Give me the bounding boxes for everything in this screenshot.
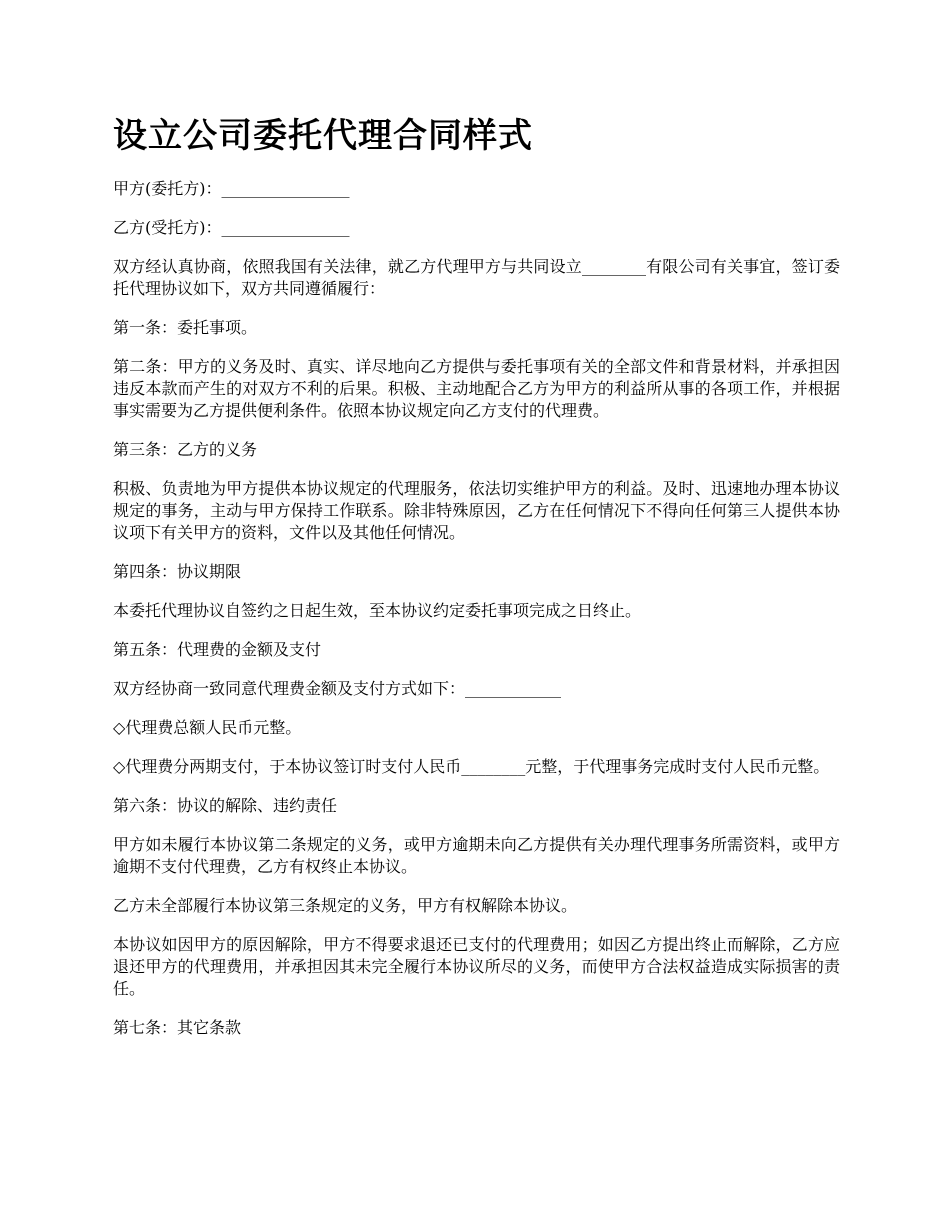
article-1-heading: 第一条：委托事项。 [113,318,258,337]
article-6-clause-3: 本协议如因甲方的原因解除，甲方不得要求退还已支付的代理费用；如因乙方提出终止而解除，乙方应退还甲方的代理费用，并承担因其未完全履行本协议所尽的义务，而使甲方合法权益造成实际损害的责任。 [113,935,840,998]
article-7-heading: 第七条：其它条款 [113,1018,242,1037]
article-5-heading: 第五条：代理费的金额及支付 [113,640,322,659]
document-page [113,112,840,1056]
fee-total-item: ◇代理费总额人民币元整。 [113,718,302,737]
article-3-body: 积极、负责地为甲方提供本协议规定的代理服务，依法切实维护甲方的利益。及时、迅速地办理本协议规定的事务，主动与甲方保持工作联系。除非特殊原因，乙方在任何情况下不得向任何第三人提供本协议项下有关甲方的资料，文件以及其他任何情况。 [113,479,840,542]
article-4-body: 本委托代理协议自签约之日起生效，至本协议约定委托事项完成之日终止。 [113,601,642,620]
article-3-heading: 第三条：乙方的义务 [113,440,258,459]
document-title: 设立公司委托代理合同样式 [113,116,533,156]
article-5-body: 双方经协商一致同意代理费金额及支付方式如下：____________ [113,679,562,698]
preamble-paragraph: 双方经认真协商，依照我国有关法律，就乙方代理甲方与共同设立________有限公司有关事宜，签订委托代理协议如下，双方共同遵循履行： [113,257,840,298]
article-6-clause-1: 甲方如未履行本协议第二条规定的义务，或甲方逾期未向乙方提供有关办理代理事务所需资料，或甲方逾期不支付代理费，乙方有权终止本协议。 [113,835,840,876]
party-b-line: 乙方(受托方)：________________ [113,218,350,237]
article-2-paragraph: 第二条：甲方的义务及时、真实、详尽地向乙方提供与委托事项有关的全部文件和背景材料，并承担因违反本款而产生的对双方不利的后果。积极、主动地配合乙方为甲方的利益所从事的各项工作，并根据事实需要为乙方提供便利条件。依照本协议规定向乙方支付的代理费。 [113,357,840,420]
article-4-heading: 第四条：协议期限 [113,562,242,581]
article-6-heading: 第六条：协议的解除、违约责任 [113,796,338,815]
fee-installment-item: ◇代理费分两期支付，于本协议签订时支付人民币________元整，于代理事务完成时支付人民币元整。 [113,757,830,776]
party-a-line: 甲方(委托方)：________________ [113,179,350,198]
article-6-clause-2: 乙方未全部履行本协议第三条规定的义务，甲方有权解除本协议。 [113,896,578,915]
